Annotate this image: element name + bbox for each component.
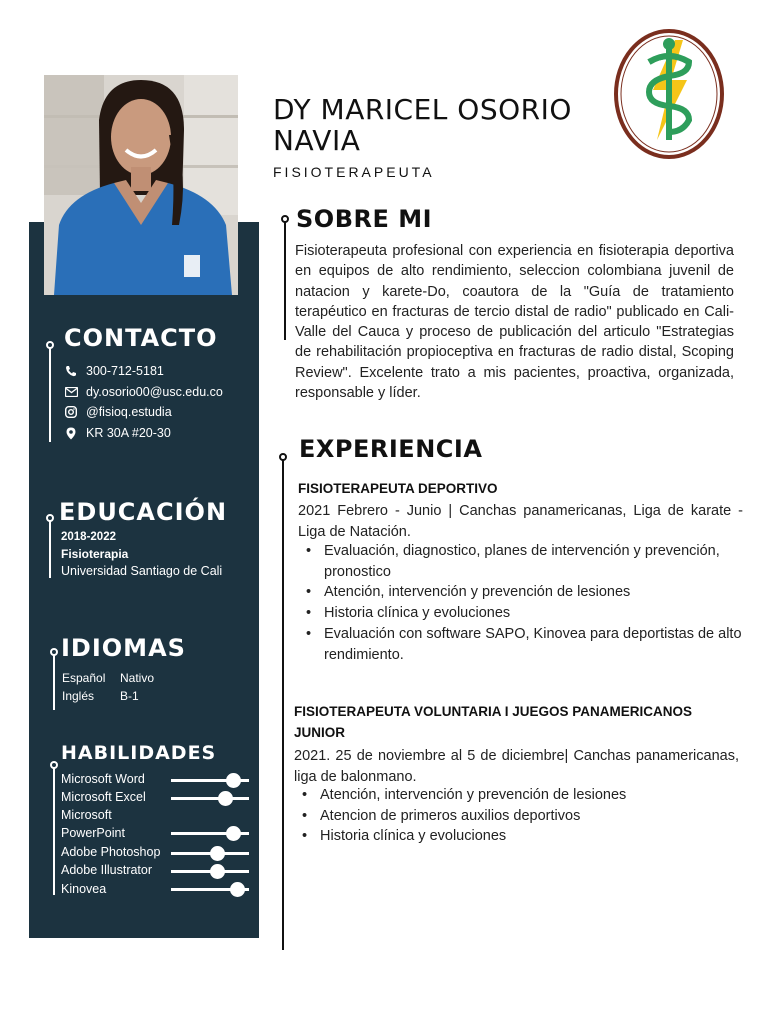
languages-heading: IDIOMAS xyxy=(61,634,186,662)
phone-text: 300-712-5181 xyxy=(86,364,164,378)
job-details: 2021. 25 de noviembre al 5 de diciembre| Canchas panamericanas, liga de balonmano. xyxy=(294,748,739,785)
skill-slider xyxy=(171,852,249,855)
language-level: Nativo xyxy=(120,671,155,685)
languages-timeline-dot xyxy=(50,648,58,656)
language-row xyxy=(62,671,155,685)
job-title: FISIOTERAPEUTA VOLUNTARIA I JUEGOS PANAMERICANOS JUNIOR xyxy=(294,704,693,740)
skill-label: Microsoft xyxy=(61,808,112,822)
full-name xyxy=(273,94,613,156)
skills-heading: HABILIDADES xyxy=(61,742,217,764)
physiotherapy-emblem xyxy=(613,28,725,165)
skill-label-line-2: PowerPoint xyxy=(61,826,125,840)
phone-icon xyxy=(64,364,78,378)
address-text: KR 30A #20-30 xyxy=(86,426,171,440)
instagram-text: @fisioq.estudia xyxy=(86,405,172,419)
about-text: Fisioterapeuta profesional con experiencia en fisioterapia deportiva en equipos de alto rendimiento, seleccion colombiana juvenil de natacion y karete-Do, coautora de la "Guía de tratamiento terapéutico en fracturas de tercio distal de radio" publicado en Cali-Valle del Cauca y proceso de publicación del articulo "Estrategias de rehabilitación propioceptiva en fracturas de radio distal, Scoping Review". Excelente trato a mis pacientes, proactiva, organizada, responsable y líder. xyxy=(295,243,734,402)
contact-email[interactable] xyxy=(64,385,223,399)
contact-instagram[interactable] xyxy=(64,405,172,419)
list-item: • Atención, intervención y prevención de lesiones xyxy=(298,582,743,603)
skills-timeline-line xyxy=(53,765,55,895)
about-timeline-dot xyxy=(281,215,289,223)
language-row xyxy=(62,689,139,703)
education-timeline-line xyxy=(49,518,51,578)
skill-label: Microsoft Excel xyxy=(61,790,146,804)
list-item: • Atención, intervención y prevención de lesiones xyxy=(294,785,739,806)
list-item: • Atencion de primeros auxilios deportivos xyxy=(294,806,739,827)
list-item: • Historia clínica y evoluciones xyxy=(294,826,739,847)
list-item: • Evaluación con software SAPO, Kinovea para deportistas de alto rendimiento. xyxy=(298,624,743,665)
contact-phone[interactable] xyxy=(64,364,164,378)
contact-timeline-dot xyxy=(46,341,54,349)
education-degree: Fisioterapia xyxy=(61,547,129,561)
languages-timeline-line xyxy=(53,652,55,710)
about-timeline-line xyxy=(284,220,286,340)
list-item: • Historia clínica y evoluciones xyxy=(298,603,743,624)
about-heading: SOBRE MI xyxy=(296,205,433,233)
skill-slider xyxy=(171,870,249,873)
education-years: 2018-2022 xyxy=(61,531,116,543)
profile-photo xyxy=(44,75,238,295)
mail-icon xyxy=(64,385,78,399)
skills-timeline-dot xyxy=(50,761,58,769)
education-school: Universidad Santiago de Cali xyxy=(61,564,223,578)
skill-slider-knob xyxy=(230,882,245,897)
skill-slider-knob xyxy=(226,773,241,788)
skill-slider-knob xyxy=(218,791,233,806)
experience-timeline-line xyxy=(282,458,284,950)
language-name: Español xyxy=(62,671,106,685)
language-level: B-1 xyxy=(120,689,139,703)
skill-label: Microsoft Word xyxy=(61,772,145,786)
skill-label: Kinovea xyxy=(61,882,107,896)
skill-slider xyxy=(171,888,249,891)
job-bullet-list xyxy=(298,541,743,665)
job-details: 2021 Febrero - Junio | Canchas panamericanas, Liga de karate - Liga de Natación. xyxy=(298,503,743,540)
list-item: • Evaluación, diagnostico, planes de intervención y prevención, pronostico xyxy=(298,541,743,582)
instagram-icon xyxy=(64,405,78,419)
name-line-2: NAVIA xyxy=(273,124,361,157)
experience-timeline-dot xyxy=(279,453,287,461)
skill-slider xyxy=(171,797,249,800)
contact-timeline-line xyxy=(49,345,51,442)
skill-label: Adobe Illustrator xyxy=(61,863,153,877)
name-line-1: DY MARICEL OSORIO xyxy=(273,93,572,126)
skill-slider xyxy=(171,779,249,782)
skill-label: Adobe Photoshop xyxy=(61,845,161,859)
contact-heading: CONTACTO xyxy=(64,324,218,352)
education-timeline-dot xyxy=(46,514,54,522)
job-role: FISIOTERAPEUTA xyxy=(273,164,435,180)
email-text: dy.osorio00@usc.edu.co xyxy=(86,385,223,399)
language-name: Inglés xyxy=(62,689,95,703)
job-title: FISIOTERAPEUTA DEPORTIVO xyxy=(298,481,498,496)
skill-slider-knob xyxy=(226,826,241,841)
location-pin-icon xyxy=(64,426,78,440)
skill-slider xyxy=(171,832,249,835)
contact-address xyxy=(64,426,171,440)
job-bullet-list xyxy=(294,785,739,847)
education-heading: EDUCACIÓN xyxy=(59,498,228,526)
experience-heading: EXPERIENCIA xyxy=(299,435,483,463)
